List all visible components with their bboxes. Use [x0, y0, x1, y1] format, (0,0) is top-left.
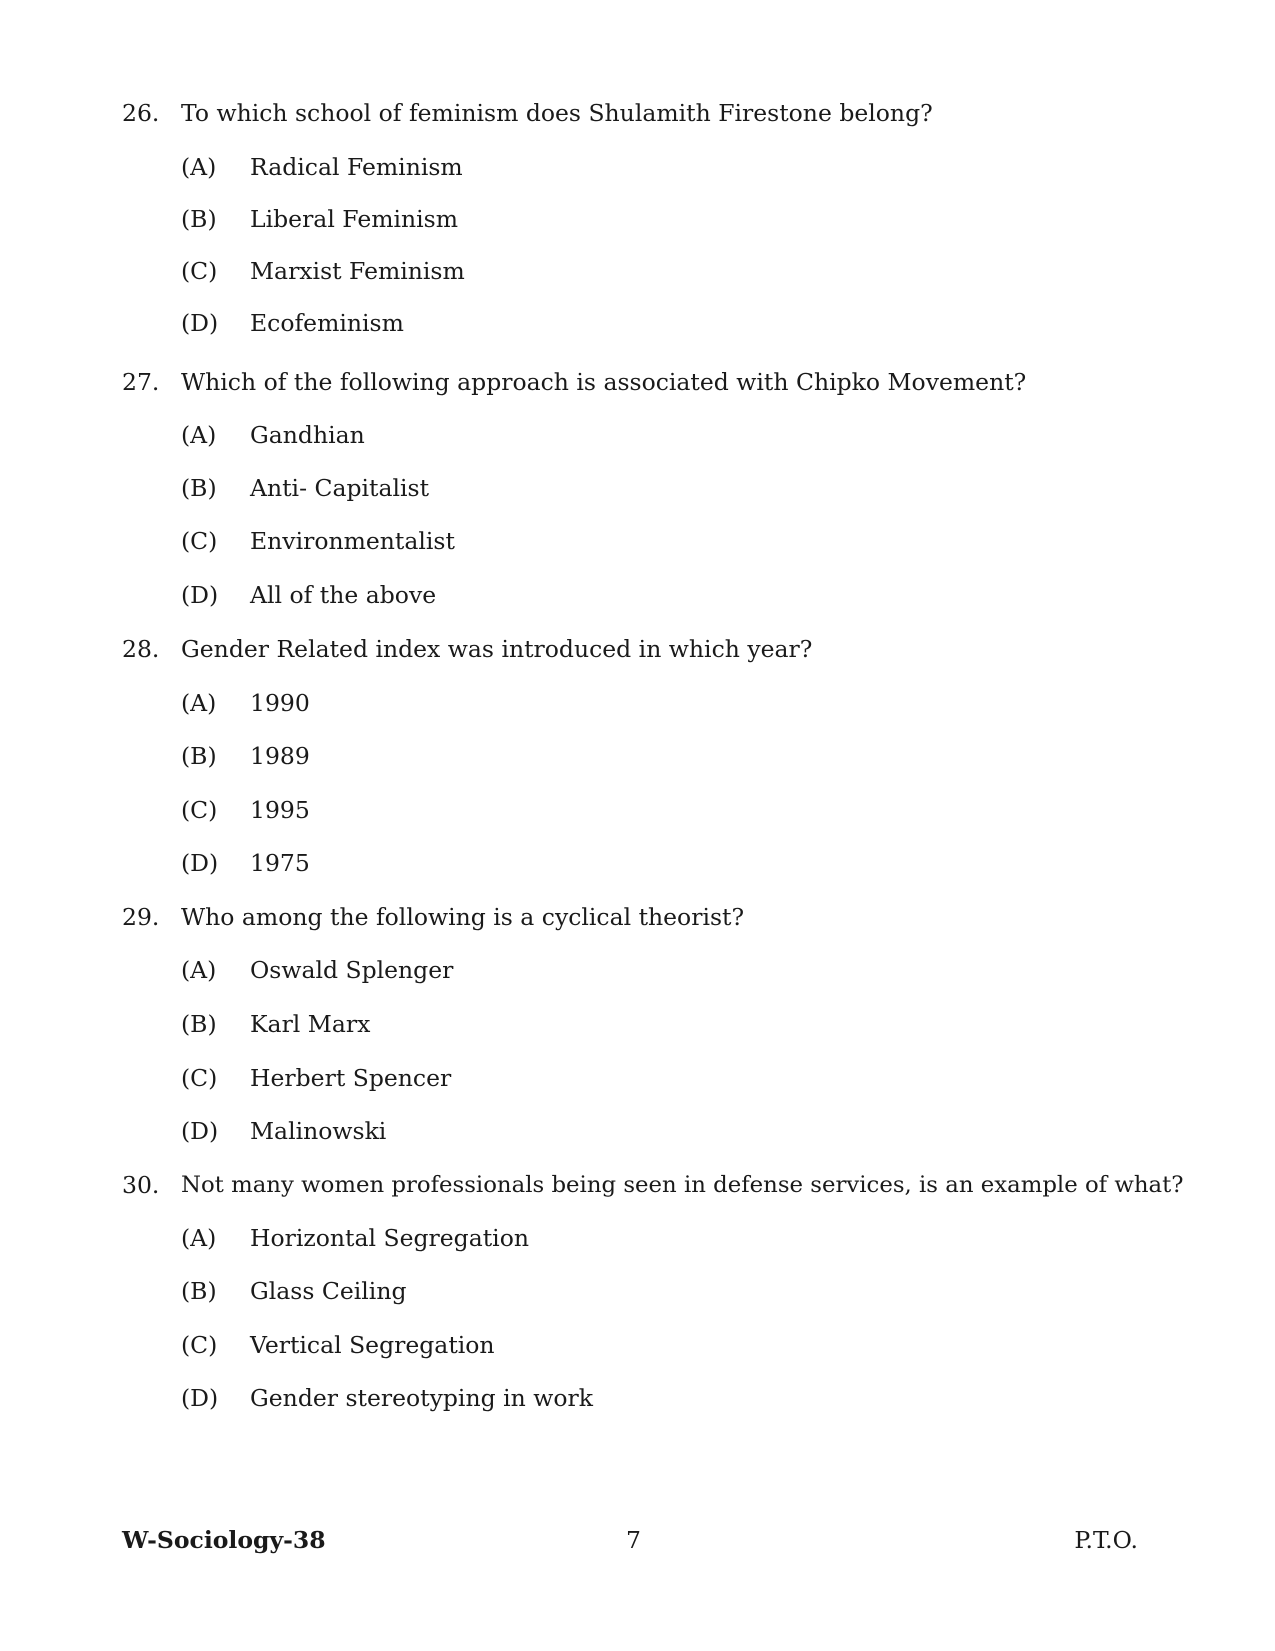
option-d — [0, 303, 1275, 343]
option-text: 1975 — [250, 849, 310, 877]
question-text: To which school of feminism does Shulamith Firestone belong? — [181, 99, 933, 127]
option-text: Liberal Feminism — [250, 205, 459, 233]
option-d — [0, 575, 1275, 615]
question-line — [0, 1165, 1275, 1205]
question-line — [0, 897, 1275, 937]
option-letter: (C) — [181, 257, 218, 285]
option-c — [0, 251, 1275, 291]
option-letter: (A) — [181, 1224, 217, 1252]
option-letter: (A) — [181, 421, 217, 449]
question-number: 28. — [122, 635, 160, 663]
question-text: Which of the following approach is associated with Chipko Movement? — [181, 368, 1027, 396]
option-letter: (D) — [181, 1384, 219, 1412]
option-text: Gender stereotyping in work — [250, 1384, 593, 1412]
question-text: Not many women professionals being seen in defense services, is an example of what? — [181, 1172, 1184, 1198]
option-text: Horizontal Segregation — [250, 1224, 529, 1252]
option-letter: (C) — [181, 527, 218, 555]
option-letter: (B) — [181, 742, 217, 770]
option-text: All of the above — [250, 581, 437, 609]
option-d — [0, 843, 1275, 883]
option-b — [0, 1271, 1275, 1311]
option-b — [0, 468, 1275, 508]
option-text: Marxist Feminism — [250, 257, 465, 285]
option-text: Glass Ceiling — [250, 1277, 407, 1305]
option-letter: (A) — [181, 689, 217, 717]
question-text: Gender Related index was introduced in which year? — [181, 635, 813, 663]
option-text: 1990 — [250, 689, 310, 717]
option-text: Karl Marx — [250, 1010, 371, 1038]
option-letter: (D) — [181, 309, 219, 337]
option-letter: (D) — [181, 581, 219, 609]
option-letter: (B) — [181, 474, 217, 502]
option-a — [0, 415, 1275, 455]
option-text: Gandhian — [250, 421, 365, 449]
question-number: 30. — [122, 1171, 160, 1199]
option-b — [0, 736, 1275, 776]
option-text: Herbert Spencer — [250, 1064, 452, 1092]
question-line — [0, 362, 1275, 402]
question-text: Who among the following is a cyclical theorist? — [181, 903, 745, 931]
option-b — [0, 199, 1275, 239]
option-a — [0, 683, 1275, 723]
paper-code: W-Sociology-38 — [122, 1526, 326, 1554]
option-text: Malinowski — [250, 1117, 387, 1145]
page-number: 7 — [626, 1526, 641, 1554]
question-number: 26. — [122, 99, 160, 127]
option-b — [0, 1004, 1275, 1044]
question-line — [0, 93, 1275, 133]
option-text: Environmentalist — [250, 527, 455, 555]
option-text: Ecofeminism — [250, 309, 404, 337]
page-footer — [0, 1520, 1275, 1560]
option-letter: (D) — [181, 1117, 219, 1145]
option-letter: (B) — [181, 1277, 217, 1305]
option-text: Radical Feminism — [250, 153, 463, 181]
option-letter: (B) — [181, 1010, 217, 1038]
option-text: 1995 — [250, 796, 310, 824]
option-letter: (C) — [181, 796, 218, 824]
option-d — [0, 1378, 1275, 1418]
option-letter: (B) — [181, 205, 217, 233]
please-turn-over: P.T.O. — [1074, 1526, 1138, 1554]
option-c — [0, 1325, 1275, 1365]
option-c — [0, 1058, 1275, 1098]
option-letter: (C) — [181, 1331, 218, 1359]
option-letter: (D) — [181, 849, 219, 877]
question-number: 29. — [122, 903, 160, 931]
option-letter: (A) — [181, 153, 217, 181]
option-text: Anti- Capitalist — [250, 474, 430, 502]
option-a — [0, 950, 1275, 990]
question-number: 27. — [122, 368, 160, 396]
option-text: Oswald Splenger — [250, 956, 454, 984]
option-c — [0, 790, 1275, 830]
option-text: Vertical Segregation — [250, 1331, 495, 1359]
option-d — [0, 1111, 1275, 1151]
option-c — [0, 521, 1275, 561]
question-line — [0, 629, 1275, 669]
option-a — [0, 147, 1275, 187]
option-a — [0, 1218, 1275, 1258]
option-letter: (A) — [181, 956, 217, 984]
option-text: 1989 — [250, 742, 310, 770]
option-letter: (C) — [181, 1064, 218, 1092]
